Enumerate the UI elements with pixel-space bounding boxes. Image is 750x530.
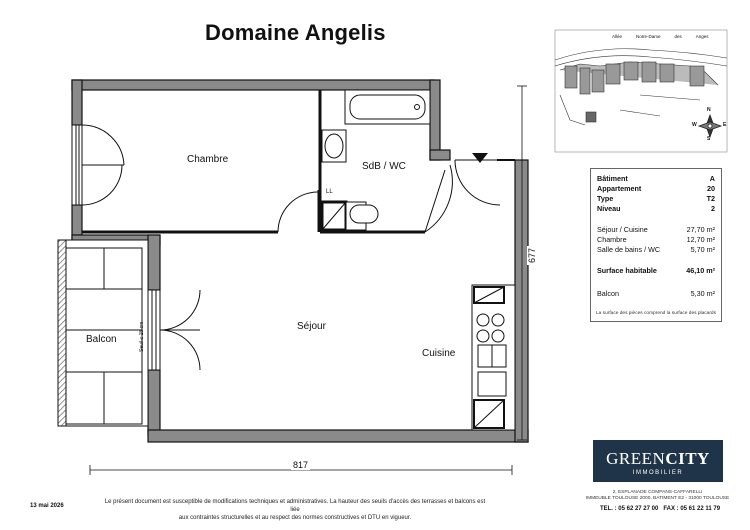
fax: FAX : 05 61 22 11 79: [663, 506, 721, 512]
bedroom-door: [278, 190, 318, 232]
company-address: [580, 490, 735, 502]
batiment-value: A: [709, 174, 715, 183]
appartement-label: Appartement: [597, 184, 642, 193]
balcon-label: Balcon: [597, 289, 619, 298]
greencity-logo: [593, 440, 723, 482]
batiment-label: Bâtiment: [597, 174, 628, 183]
disclaimer-line: Le présent document est susceptible de modifications techniques et administratives. La hauteur des seuils d'accès des terrasses et balcons est liée: [104, 499, 486, 513]
plan-title: Domaine Angelis: [205, 20, 386, 45]
disclaimer: [100, 498, 490, 522]
niveau-value: 2: [711, 204, 715, 213]
kitchen-counter: [472, 285, 515, 430]
street-label: Notre-Dame: [636, 34, 661, 39]
entrance-door: [455, 160, 515, 205]
site-street-labels: [612, 34, 709, 39]
logo-city: CITY: [665, 449, 710, 468]
disclaimer-line: aux contraintes structurelles et au respect des normes constructives et DTU en vigueur.: [178, 515, 412, 521]
surface-note: La surface des pièces comprend la surface des placards: [596, 311, 716, 316]
threshold-label: Seuil ≤ 15 cm: [139, 321, 145, 352]
compass-letter-e: E: [723, 122, 727, 128]
street-label: Anges: [695, 34, 709, 39]
site-plan: [555, 30, 727, 152]
address-line: 2, ESPLANADE COMPANS-CAFFARELLI: [612, 490, 703, 495]
area-label: Séjour / Cuisine: [597, 225, 648, 234]
bathroom-door: [425, 165, 452, 232]
bedroom-window: [72, 125, 124, 205]
width-dimension: 817: [293, 460, 309, 470]
compass-letter-w: W: [692, 122, 697, 128]
balcon-value: 5,30 m²: [690, 289, 715, 298]
washer-toilet: [322, 202, 378, 230]
height-dimension: 677: [527, 247, 537, 263]
compass-icon: [699, 115, 721, 137]
document-date: 13 mai 2026: [30, 503, 64, 509]
compass-letter-s: S: [707, 136, 711, 142]
company-contact: [580, 506, 740, 512]
apartment-info-box: [590, 168, 722, 322]
street-label: des: [674, 34, 682, 39]
area-label: Chambre: [597, 235, 627, 244]
surface-label: Surface habitable: [597, 266, 657, 275]
street-label: Allée: [612, 34, 623, 39]
address-line: IMMEUBLE TOULOUSE 2000, BATIMENT E2 - 31000 TOULOUSE: [585, 496, 730, 501]
bathtub: [345, 90, 430, 124]
room-label-chambre: Chambre: [187, 154, 229, 165]
balcony: [58, 240, 148, 426]
compass-letter-n: N: [707, 107, 711, 113]
logo-green: GREEN: [606, 449, 666, 468]
area-value: 5,70 m²: [690, 245, 715, 254]
appartement-value: 20: [707, 184, 715, 193]
logo-subtitle: IMMOBILIER: [632, 470, 684, 476]
room-label-sejour: Séjour: [297, 321, 326, 332]
phone: TEL. : 05 62 27 27 00: [599, 506, 659, 512]
living-window: [148, 290, 200, 370]
area-value: 27,70 m²: [686, 225, 715, 234]
type-value: T2: [706, 194, 715, 203]
bathroom-sink: [322, 130, 346, 162]
room-label-cuisine: Cuisine: [422, 348, 456, 359]
room-label-ll: LL: [326, 189, 333, 195]
area-label: Salle de bains / WC: [597, 245, 661, 254]
niveau-label: Niveau: [597, 204, 621, 213]
room-label-sdb: SdB / WC: [362, 161, 406, 172]
type-label: Type: [597, 194, 614, 203]
surface-value: 46,10 m²: [686, 266, 715, 275]
room-label-balcon: Balcon: [86, 334, 117, 345]
entrance-arrow-icon: [472, 153, 488, 163]
area-value: 12,70 m²: [686, 235, 715, 244]
